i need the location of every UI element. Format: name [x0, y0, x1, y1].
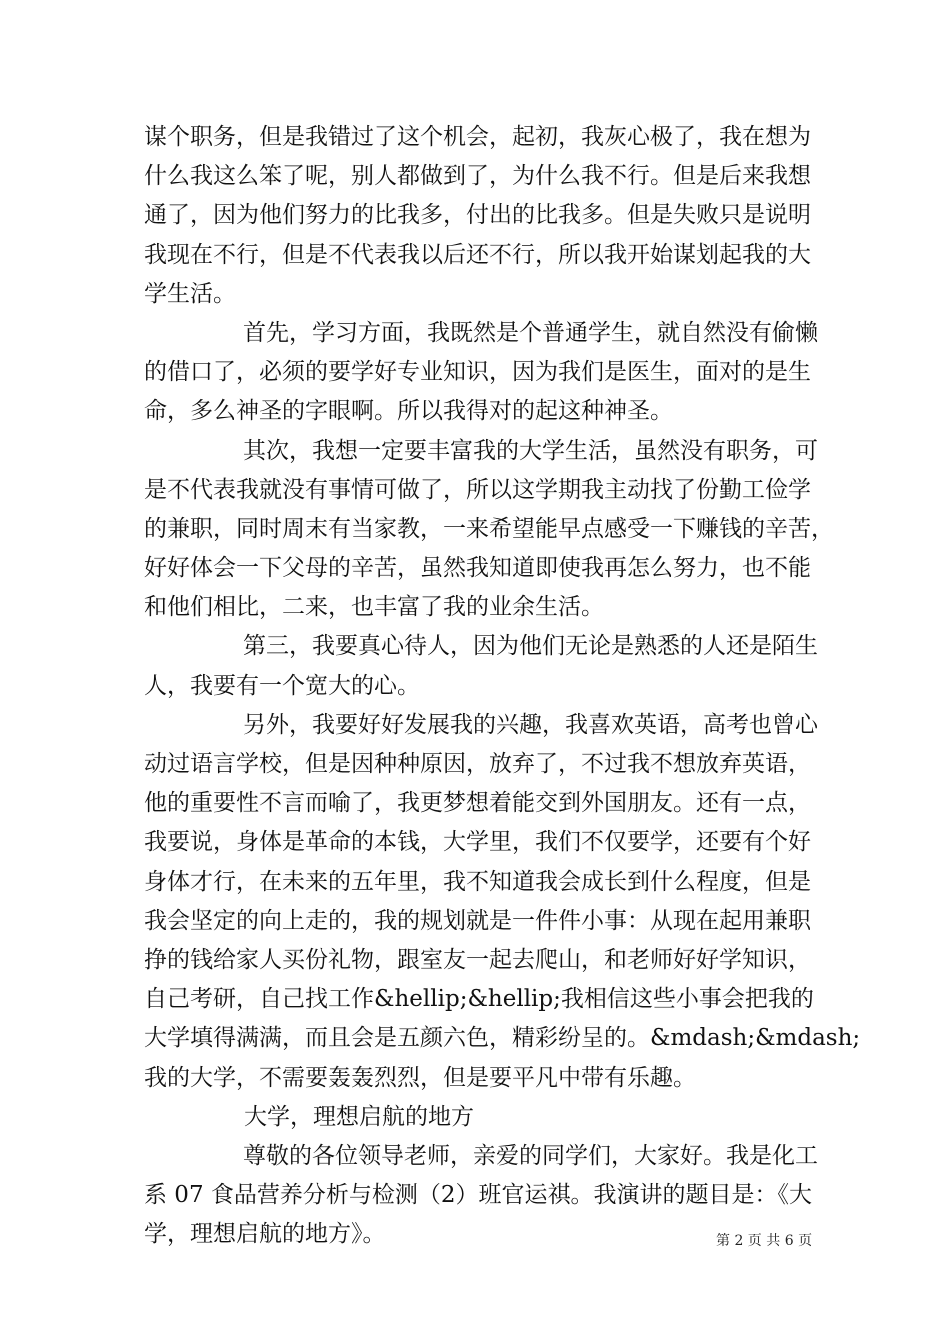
- page-number-footer: 第 2 页 共 6 页: [716, 1233, 813, 1249]
- document-body: [144, 118, 861, 1254]
- text-line: 我要说，身体是革命的本钱，大学里，我们不仅要学，还要有个好: [144, 829, 811, 856]
- text-line: 大学填得满满，而且会是五颜六色，精彩纷呈的。&mdash;&mdash;: [144, 1025, 861, 1052]
- text-line: 什么我这么笨了呢，别人都做到了，为什么我不行。但是后来我想: [144, 163, 811, 190]
- paragraph-first-line: 尊敬的各位领导老师，亲爱的同学们，大家好。我是化工: [243, 1142, 818, 1169]
- text-line: 系 07 食品营养分析与检测（2）班官运祺。我演讲的题目是：《大: [144, 1182, 813, 1209]
- text-line: 我会坚定的向上走的，我的规划就是一件件小事：从现在起用兼职: [144, 907, 811, 934]
- text-line: 我的大学，不需要轰轰烈烈，但是要平凡中带有乐趣。: [144, 1064, 696, 1091]
- text-line: 的兼职，同时周末有当家教，一来希望能早点感受一下赚钱的辛苦，: [144, 515, 834, 542]
- text-line: 他的重要性不言而喻了，我更梦想着能交到外国朋友。还有一点，: [144, 790, 811, 817]
- paragraph-first-line: 其次，我想一定要丰富我的大学生活，虽然没有职务，可: [243, 437, 818, 464]
- paragraph-first-line: 首先，学习方面，我既然是个普通学生，就自然没有偷懒: [243, 319, 818, 346]
- text-line: 学生活。: [144, 280, 236, 307]
- section-title: 大学，理想启航的地方: [244, 1103, 474, 1130]
- text-line: 身体才行，在未来的五年里，我不知道我会成长到什么程度，但是: [144, 868, 811, 895]
- text-line: 学，理想启航的地方》。: [144, 1221, 386, 1248]
- text-line: 挣的钱给家人买份礼物，跟室友一起去爬山，和老师好好学知识，: [144, 946, 811, 973]
- text-line: 人，我要有一个宽大的心。: [144, 672, 420, 699]
- text-line: 是不代表我就没有事情可做了，所以这学期我主动找了份勤工俭学: [144, 476, 811, 503]
- text-line: 我现在不行，但是不代表我以后还不行，所以我开始谋划起我的大: [144, 241, 811, 268]
- text-line: 好好体会一下父母的辛苦，虽然我知道即使我再怎么努力，也不能: [144, 555, 811, 582]
- text-line: 通了，因为他们努力的比我多，付出的比我多。但是失败只是说明: [144, 202, 811, 229]
- text-line: 命，多么神圣的字眼啊。所以我得对的起这种神圣。: [144, 398, 673, 425]
- text-line: 的借口了，必须的要学好专业知识，因为我们是医生，面对的是生: [144, 359, 811, 386]
- paragraph-first-line: 第三，我要真心待人，因为他们无论是熟悉的人还是陌生: [243, 633, 818, 660]
- text-line: 和他们相比，二来，也丰富了我的业余生活。: [144, 594, 604, 621]
- text-line: 动过语言学校，但是因种种原因，放弃了，不过我不想放弃英语，: [144, 751, 811, 777]
- text-line: 自己考研，自己找工作&hellip;&hellip;我相信这些小事会把我的: [144, 986, 814, 1013]
- text-line: 谋个职务，但是我错过了这个机会，起初，我灰心极了，我在想为: [144, 124, 811, 150]
- paragraph-first-line: 另外，我要好好发展我的兴趣，我喜欢英语，高考也曾心: [243, 711, 818, 738]
